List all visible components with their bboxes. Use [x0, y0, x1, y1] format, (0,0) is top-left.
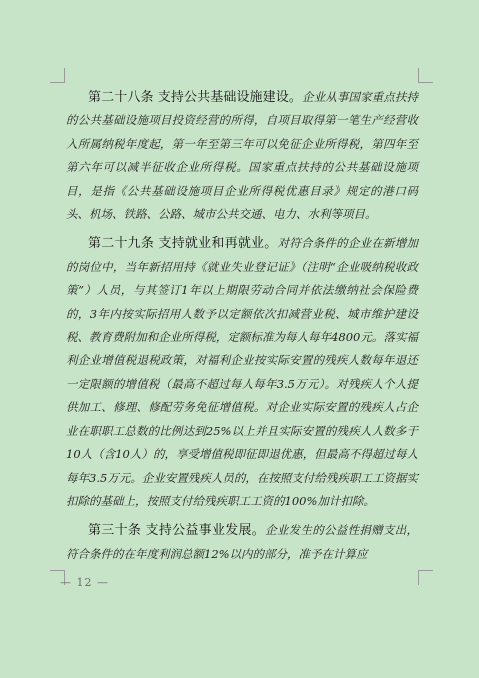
article-30: [66, 519, 418, 566]
article-text: 对符合条件的企业在新增加的岗位中，当年新招用持《就业失业登记证》（注明“企业吸纳税收政策”）人员，与其签订1年以上期限劳动合同并依法缴纳社会保险费的，3年内按实际招用人数予以定额依次扣减营业税、城市维护建设税、教育费附加和企业所得税，定额标准为每人每年4800元。落实福利企业增值税退税政策，对福利企业按实际安置的残疾人数每年退还一定限额的增值税（最高不超过每人每年3.5万元）。对残疾人个人提供加工、修理、修配劳务免征增值税。对企业实际安置的残疾人占企业在职职工总数的比例达到25%以上并且实际安置的残疾人人数多于10人（含10人）的，享受增值税即征即退优惠，但最高不得超过每人每年3.5万元。企业安置残疾人员的，在按照支付给残疾职工工资据实扣除的基础上，按照支付给残疾职工工资的100%加计扣除。: [66, 236, 418, 508]
crop-mark-top-left: [50, 68, 65, 83]
article-heading: 第二十八条 支持公共基础设施建设。: [88, 90, 303, 105]
article-text: 企业从事国家重点扶持的公共基础设施项目投资经营的所得，自项目取得第一笔生产经营收入所属纳税年度起，第一年至第三年可以免征企业所得税，第四年至第六年可以减半征收企业所得税。国家重点扶持的公共基础设施项目，是指《公共基础设施项目企业所得税优惠目录》规定的港口码头、机场、铁路、公路、城市公共交通、电力、水利等项目。: [66, 90, 419, 222]
article-text: 企业发生的公益性捐赠支出，符合条件的在年度利润总额12%以内的部分，准予在计算应: [66, 523, 419, 561]
page-number: — 12 —: [60, 576, 109, 589]
article-29: [66, 232, 418, 513]
article-28: [66, 86, 418, 226]
article-heading: 第三十条 支持公益事业发展。: [88, 523, 266, 539]
crop-mark-bottom-right: [418, 570, 433, 585]
document-body: [66, 86, 418, 572]
article-heading: 第二十九条 支持就业和再就业。: [88, 236, 278, 252]
crop-mark-top-right: [418, 68, 433, 83]
